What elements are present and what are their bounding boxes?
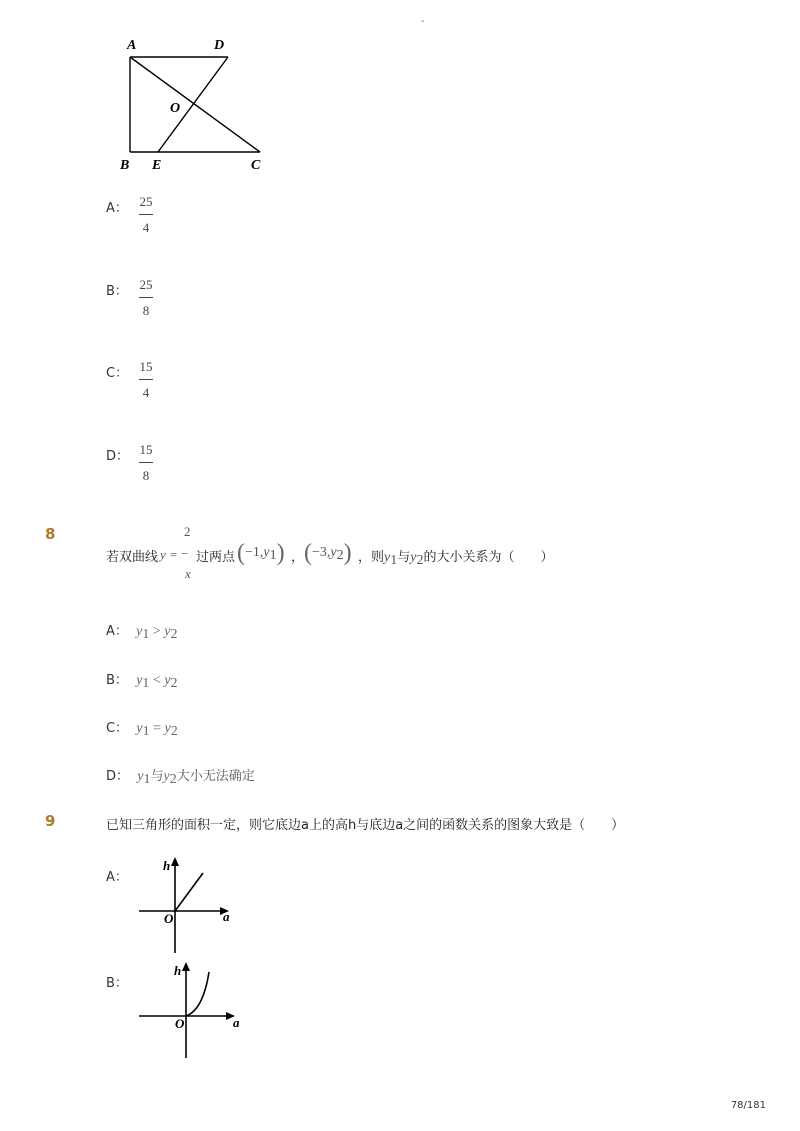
fraction-bar (139, 462, 153, 463)
q8-option-c[interactable] (106, 717, 178, 740)
func-denominator: x (185, 566, 191, 581)
option-letter: D： (106, 769, 130, 784)
y-axis-arrow (171, 857, 179, 866)
option-letter: D： (106, 449, 130, 464)
point-x: −3, (312, 545, 331, 560)
subscript: 1 (142, 676, 150, 691)
operator: = (149, 721, 165, 736)
operator: < (149, 673, 165, 688)
comma: ， (291, 550, 305, 565)
subscript: 2 (416, 553, 424, 568)
rhs: y (164, 624, 171, 639)
label-c: C (251, 158, 261, 173)
denominator: 4 (142, 385, 150, 400)
denominator: 8 (142, 303, 150, 318)
graph-curve (186, 972, 209, 1016)
stem-prefix: 若双曲线 (106, 550, 159, 565)
top-mark: - (421, 16, 425, 27)
rhs: y (164, 673, 171, 688)
q8-option-a[interactable] (106, 620, 178, 643)
origin-label: O (164, 911, 174, 926)
denominator: 4 (142, 220, 150, 235)
subscript: 1 (269, 548, 277, 563)
y2: y (410, 550, 417, 565)
option-letter: A： (106, 870, 128, 885)
lhs: y (137, 769, 144, 784)
point-y: y (330, 545, 337, 560)
q9-stem: 已知三角形的面积一定，则它底边a上的高h与底边a之间的函数关系的图象大致是（ ） (106, 818, 625, 833)
stem-mid2: ，则 (358, 550, 385, 565)
subscript: 1 (390, 553, 398, 568)
denominator: 8 (142, 468, 150, 483)
page-number: 78/181 (730, 1100, 766, 1111)
y1: y (384, 550, 391, 565)
paren: ( (237, 540, 245, 566)
label-o: O (170, 101, 181, 116)
geometry-figure (110, 30, 280, 175)
option-letter: A： (106, 624, 128, 639)
subscript: 1 (143, 772, 151, 787)
operator: > (149, 624, 165, 639)
rhs: y (164, 721, 171, 736)
fraction (138, 195, 154, 235)
lhs: y (136, 673, 143, 688)
graph-quadratic (135, 960, 250, 1060)
axis-label-h: h (163, 858, 171, 873)
q8-option-b[interactable] (106, 669, 178, 692)
point-2 (304, 540, 352, 567)
conjunction: 与 (150, 769, 164, 784)
func-minus: − (181, 546, 189, 561)
fraction (138, 443, 154, 483)
fraction-bar (139, 214, 153, 215)
rhs: y (163, 769, 170, 784)
point-x: −1, (245, 545, 264, 560)
subscript: 1 (142, 724, 150, 739)
axis-label-h: h (174, 963, 182, 978)
numerator: 25 (139, 277, 153, 292)
paren: ) (276, 540, 285, 566)
option-letter: C： (106, 721, 129, 736)
subscript: 2 (336, 548, 344, 563)
paren: ) (343, 540, 352, 566)
question-number: 9 (45, 812, 56, 830)
conjunction: 与 (397, 550, 411, 565)
subscript: 2 (170, 627, 178, 642)
lhs: y (136, 624, 143, 639)
option-letter: B： (106, 976, 128, 991)
q8-option-d[interactable] (106, 765, 255, 788)
option-letter: B： (106, 673, 128, 688)
label-a: A (127, 38, 137, 53)
lhs: y (136, 721, 143, 736)
numerator: 15 (139, 442, 153, 457)
paren: ( (304, 540, 312, 566)
stem-mid1: 过两点 (196, 550, 236, 565)
func-lhs: y = (160, 547, 178, 562)
axis-label-a: a (223, 909, 230, 924)
subscript: 1 (142, 627, 150, 642)
numerator: 25 (139, 194, 153, 209)
func-numerator: 2 (184, 524, 191, 539)
option-letter: A： (106, 201, 128, 216)
segment-ac (130, 57, 260, 152)
label-d: D (214, 38, 225, 53)
option-letter: B： (106, 284, 128, 299)
question-number: 8 (45, 525, 56, 543)
y1-y2 (384, 546, 553, 569)
option-letter: C： (106, 366, 129, 381)
subscript: 2 (170, 724, 178, 739)
label-b: B (120, 158, 130, 173)
fraction-bar (139, 297, 153, 298)
subscript: 2 (169, 772, 177, 787)
y-axis-arrow (182, 962, 190, 971)
fraction (138, 278, 154, 318)
point-1 (237, 540, 285, 567)
option-tail: 大小无法确定 (176, 769, 255, 784)
subscript: 2 (170, 676, 178, 691)
axis-label-a: a (233, 1015, 240, 1030)
numerator: 15 (139, 359, 153, 374)
segment-de (158, 57, 228, 152)
graph-line (175, 873, 203, 911)
point-y: y (263, 545, 270, 560)
stem-end: 的大小关系为（ ） (423, 550, 554, 565)
fraction (138, 360, 154, 400)
label-e: E (152, 158, 162, 173)
origin-label: O (175, 1016, 185, 1031)
graph-linear (135, 855, 245, 955)
fraction-bar (139, 379, 153, 380)
